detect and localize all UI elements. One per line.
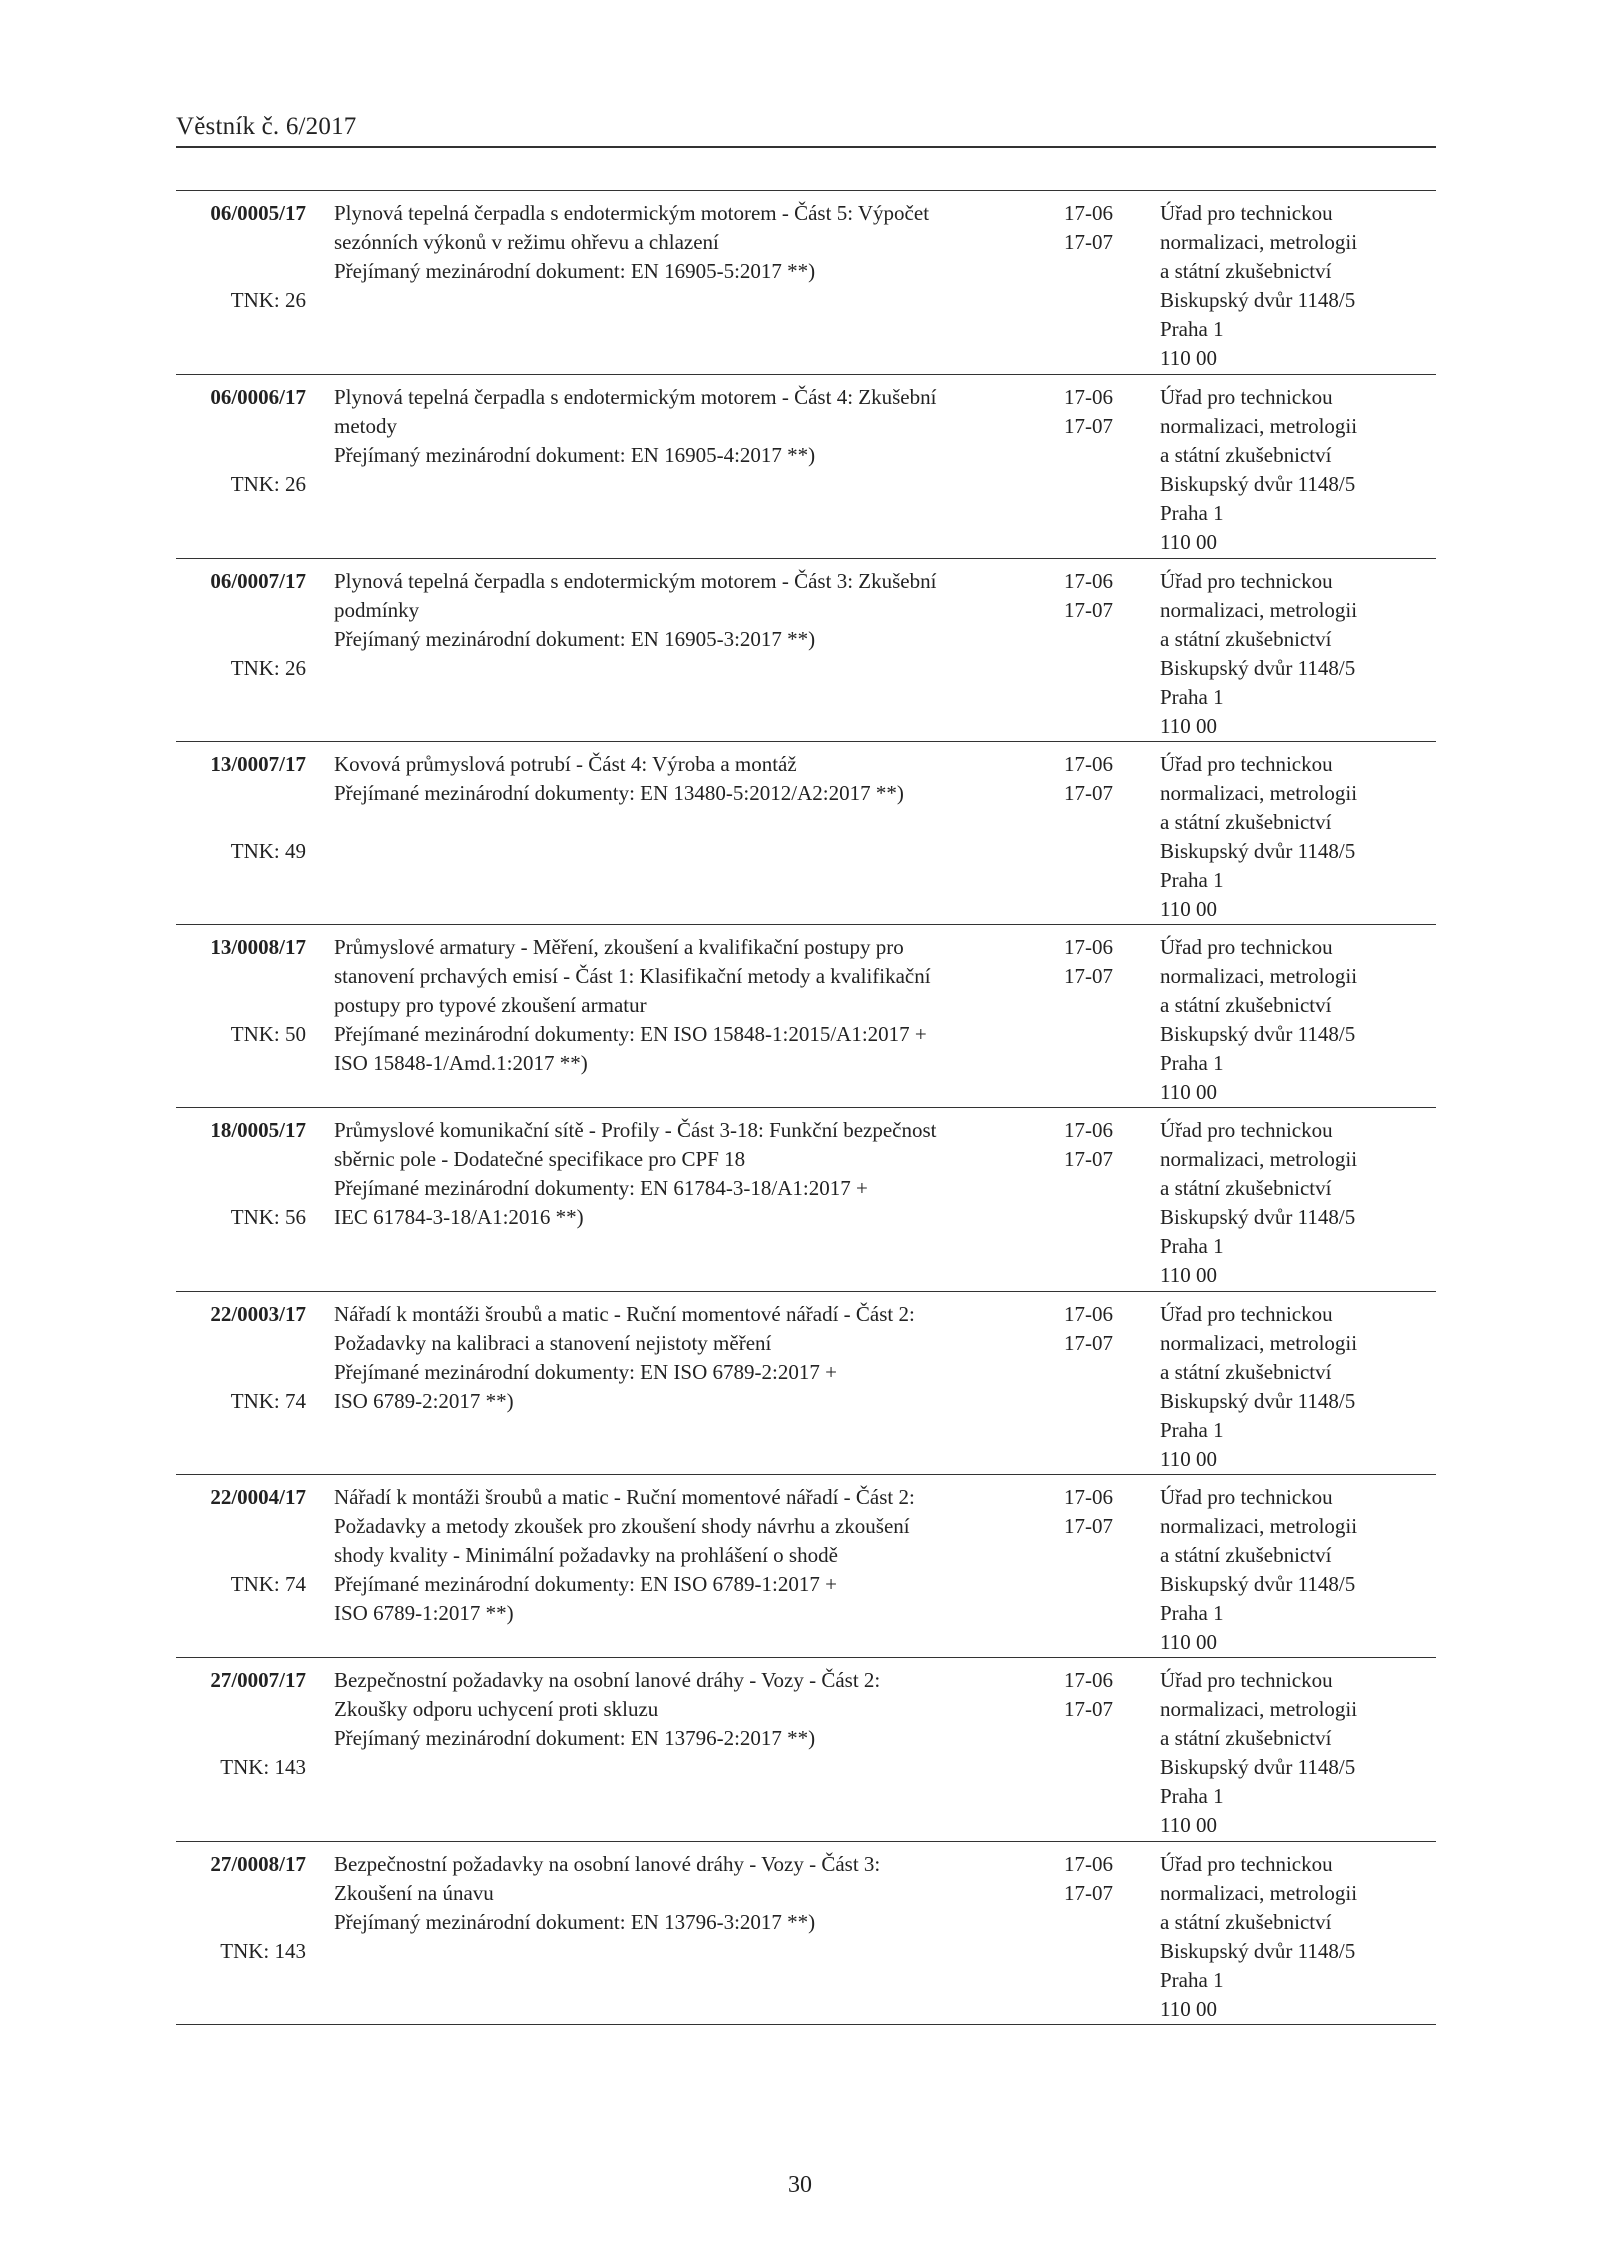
document-id-cell bbox=[176, 1850, 306, 1963]
tnk-label: TNK: 143 bbox=[220, 1755, 306, 1780]
address-line: a státní zkušebnictví bbox=[1160, 1359, 1332, 1384]
organization-address-cell bbox=[1160, 199, 1450, 373]
address-line: Biskupský dvůr 1148/5 bbox=[1160, 1205, 1356, 1230]
title-line: Zkoušky odporu uchycení proti skluzu bbox=[334, 1697, 659, 1722]
address-line: Biskupský dvůr 1148/5 bbox=[1160, 1572, 1356, 1597]
title-line: Přejímaný mezinárodní dokument: EN 16905-4:2017 **) bbox=[334, 443, 816, 468]
address-line: Praha 1 bbox=[1160, 1784, 1224, 1809]
title-line: Přejímané mezinárodní dokumenty: EN ISO 6789-1:2017 + bbox=[334, 1572, 837, 1597]
address-line: a státní zkušebnictví bbox=[1160, 1726, 1332, 1751]
address-line: Úřad pro technickou bbox=[1160, 1118, 1333, 1143]
title-line: shody kvality - Minimální požadavky na prohlášení o shodě bbox=[334, 1543, 838, 1568]
date-value: 17-07 bbox=[1064, 1514, 1113, 1539]
standards-table bbox=[176, 190, 1436, 2025]
address-line: Biskupský dvůr 1148/5 bbox=[1160, 472, 1356, 497]
dates-cell bbox=[1064, 1300, 1154, 1358]
address-line: Biskupský dvůr 1148/5 bbox=[1160, 655, 1356, 680]
title-line: Nářadí k montáži šroubů a matic - Ruční momentové nářadí - Část 2: bbox=[334, 1301, 915, 1326]
document-id-cell bbox=[176, 933, 306, 1047]
address-line: a státní zkušebnictví bbox=[1160, 993, 1332, 1018]
address-line: 110 00 bbox=[1160, 1446, 1217, 1471]
address-line: Úřad pro technickou bbox=[1160, 201, 1333, 225]
document-number: 06/0005/17 bbox=[210, 201, 306, 225]
document-number: 27/0008/17 bbox=[210, 1851, 306, 1876]
title-line: Přejímaný mezinárodní dokument: EN 16905-3:2017 **) bbox=[334, 626, 816, 651]
organization-address-cell bbox=[1160, 567, 1450, 741]
address-line: Biskupský dvůr 1148/5 bbox=[1160, 1755, 1356, 1780]
title-line: ISO 6789-1:2017 **) bbox=[334, 1601, 514, 1626]
tnk-label: TNK: 50 bbox=[230, 1022, 306, 1047]
address-line: Praha 1 bbox=[1160, 501, 1224, 526]
date-value: 17-06 bbox=[1064, 751, 1113, 776]
document-number: 27/0007/17 bbox=[210, 1668, 306, 1693]
address-line: 110 00 bbox=[1160, 896, 1217, 921]
address-line: 110 00 bbox=[1160, 1996, 1217, 2021]
address-line: normalizaci, metrologii bbox=[1160, 780, 1358, 805]
address-line: 110 00 bbox=[1160, 1630, 1217, 1655]
address-line: Biskupský dvůr 1148/5 bbox=[1160, 288, 1356, 312]
title-line: Průmyslové armatury - Měření, zkoušení a kvalifikační postupy pro bbox=[334, 935, 904, 960]
date-value: 17-07 bbox=[1064, 597, 1113, 622]
organization-address-cell bbox=[1160, 750, 1450, 924]
tnk-label: TNK: 26 bbox=[230, 288, 306, 312]
document-id-cell bbox=[176, 567, 306, 680]
title-line: Průmyslové komunikační sítě - Profily - Část 3-18: Funkční bezpečnost bbox=[334, 1118, 937, 1143]
header-divider bbox=[176, 146, 1436, 148]
dates-cell bbox=[1064, 383, 1154, 441]
address-line: Biskupský dvůr 1148/5 bbox=[1160, 1388, 1356, 1413]
title-line: Plynová tepelná čerpadla s endotermickým motorem - Část 4: Zkušební bbox=[334, 385, 937, 410]
date-value: 17-06 bbox=[1064, 1851, 1113, 1876]
address-line: Úřad pro technickou bbox=[1160, 568, 1333, 593]
address-line: Biskupský dvůr 1148/5 bbox=[1160, 838, 1356, 863]
title-line: metody bbox=[334, 414, 397, 439]
date-value: 17-06 bbox=[1064, 1485, 1113, 1510]
address-line: normalizaci, metrologii bbox=[1160, 964, 1358, 989]
date-value: 17-06 bbox=[1064, 1301, 1113, 1326]
document-number: 06/0006/17 bbox=[210, 385, 306, 410]
address-line: 110 00 bbox=[1160, 346, 1217, 370]
address-line: a státní zkušebnictví bbox=[1160, 1909, 1332, 1934]
date-value: 17-06 bbox=[1064, 1118, 1113, 1143]
address-line: Biskupský dvůr 1148/5 bbox=[1160, 1938, 1356, 1963]
date-value: 17-06 bbox=[1064, 568, 1113, 593]
address-line: normalizaci, metrologii bbox=[1160, 230, 1358, 254]
title-line: Požadavky a metody zkoušek pro zkoušení shody návrhu a zkoušení bbox=[334, 1514, 910, 1539]
table-row bbox=[176, 1657, 1436, 1840]
date-value: 17-06 bbox=[1064, 1668, 1113, 1693]
address-line: Biskupský dvůr 1148/5 bbox=[1160, 1022, 1356, 1047]
title-line: ISO 6789-2:2017 **) bbox=[334, 1388, 514, 1413]
table-row bbox=[176, 741, 1436, 924]
table-row bbox=[176, 1291, 1436, 1474]
address-line: a státní zkušebnictví bbox=[1160, 1543, 1332, 1568]
dates-cell bbox=[1064, 1666, 1154, 1724]
title-line: Plynová tepelná čerpadla s endotermickým motorem - Část 5: Výpočet bbox=[334, 201, 930, 225]
address-line: normalizaci, metrologii bbox=[1160, 1147, 1358, 1172]
tnk-label: TNK: 56 bbox=[230, 1205, 306, 1230]
address-line: Praha 1 bbox=[1160, 1601, 1224, 1626]
document-number: 13/0008/17 bbox=[210, 935, 306, 960]
document-number: 22/0003/17 bbox=[210, 1301, 306, 1326]
title-line: stanovení prchavých emisí - Část 1: Klasifikační metody a kvalifikační bbox=[334, 964, 931, 989]
table-row bbox=[176, 1474, 1436, 1657]
dates-cell bbox=[1064, 750, 1154, 808]
tnk-label: TNK: 26 bbox=[230, 472, 306, 497]
tnk-label: TNK: 74 bbox=[230, 1388, 306, 1413]
organization-address-cell bbox=[1160, 383, 1450, 557]
page-header-title: Věstník č. 6/2017 bbox=[176, 113, 357, 140]
address-line: Úřad pro technickou bbox=[1160, 1485, 1333, 1510]
dates-cell bbox=[1064, 567, 1154, 625]
address-line: 110 00 bbox=[1160, 1080, 1217, 1105]
title-line: Zkoušení na únavu bbox=[334, 1880, 494, 1905]
date-value: 17-07 bbox=[1064, 414, 1113, 439]
organization-address-cell bbox=[1160, 1300, 1450, 1474]
page-number: 30 bbox=[788, 2172, 812, 2198]
document-id-cell bbox=[176, 1483, 306, 1597]
title-line: Nářadí k montáži šroubů a matic - Ruční momentové nářadí - Část 2: bbox=[334, 1485, 915, 1510]
address-line: 110 00 bbox=[1160, 713, 1217, 738]
address-line: Úřad pro technickou bbox=[1160, 1851, 1333, 1876]
date-value: 17-07 bbox=[1064, 1880, 1113, 1905]
address-line: 110 00 bbox=[1160, 1813, 1217, 1838]
tnk-label: TNK: 143 bbox=[220, 1938, 306, 1963]
document-number: 06/0007/17 bbox=[210, 568, 306, 593]
dates-cell bbox=[1064, 199, 1154, 257]
document-id-cell bbox=[176, 1666, 306, 1780]
address-line: Úřad pro technickou bbox=[1160, 935, 1333, 960]
table-row bbox=[176, 374, 1436, 557]
dates-cell bbox=[1064, 1850, 1154, 1908]
title-line: Přejímaný mezinárodní dokument: EN 16905-5:2017 **) bbox=[334, 259, 816, 283]
address-line: normalizaci, metrologii bbox=[1160, 1697, 1358, 1722]
title-line: IEC 61784-3-18/A1:2016 **) bbox=[334, 1205, 584, 1230]
dates-cell bbox=[1064, 1483, 1154, 1541]
title-line: Přejímané mezinárodní dokumenty: EN ISO 15848-1:2015/A1:2017 + bbox=[334, 1022, 927, 1047]
address-line: a státní zkušebnictví bbox=[1160, 443, 1332, 468]
title-line: postupy pro typové zkoušení armatur bbox=[334, 993, 647, 1018]
address-line: a státní zkušebnictví bbox=[1160, 1176, 1332, 1201]
organization-address-cell bbox=[1160, 1850, 1450, 2024]
address-line: 110 00 bbox=[1160, 1263, 1217, 1288]
date-value: 17-07 bbox=[1064, 1330, 1113, 1355]
dates-cell bbox=[1064, 933, 1154, 991]
date-value: 17-07 bbox=[1064, 964, 1113, 989]
address-line: Praha 1 bbox=[1160, 1234, 1224, 1259]
address-line: Praha 1 bbox=[1160, 684, 1224, 709]
title-line: Bezpečnostní požadavky na osobní lanové dráhy - Vozy - Část 3: bbox=[334, 1851, 881, 1876]
title-line: Přejímaný mezinárodní dokument: EN 13796-2:2017 **) bbox=[334, 1726, 816, 1751]
title-line: Přejímané mezinárodní dokumenty: EN 61784-3-18/A1:2017 + bbox=[334, 1176, 868, 1201]
date-value: 17-06 bbox=[1064, 385, 1113, 410]
organization-address-cell bbox=[1160, 1666, 1450, 1840]
title-line: Bezpečnostní požadavky na osobní lanové dráhy - Vozy - Část 2: bbox=[334, 1668, 881, 1693]
date-value: 17-07 bbox=[1064, 1697, 1113, 1722]
document-number: 18/0005/17 bbox=[210, 1118, 306, 1143]
tnk-label: TNK: 49 bbox=[230, 838, 306, 863]
address-line: Úřad pro technickou bbox=[1160, 1668, 1333, 1693]
date-value: 17-07 bbox=[1064, 230, 1113, 254]
address-line: Úřad pro technickou bbox=[1160, 385, 1333, 410]
organization-address-cell bbox=[1160, 1483, 1450, 1657]
address-line: normalizaci, metrologii bbox=[1160, 1514, 1358, 1539]
title-line: Přejímaný mezinárodní dokument: EN 13796-3:2017 **) bbox=[334, 1909, 816, 1934]
address-line: Praha 1 bbox=[1160, 317, 1224, 341]
address-line: Úřad pro technickou bbox=[1160, 1301, 1333, 1326]
title-line: sezónních výkonů v režimu ohřevu a chlazení bbox=[334, 230, 719, 254]
table-row bbox=[176, 924, 1436, 1107]
tnk-label: TNK: 26 bbox=[230, 655, 306, 680]
address-line: Praha 1 bbox=[1160, 1051, 1224, 1076]
title-line: sběrnic pole - Dodatečné specifikace pro CPF 18 bbox=[334, 1147, 746, 1172]
address-line: normalizaci, metrologii bbox=[1160, 1880, 1358, 1905]
table-row bbox=[176, 558, 1436, 741]
document-id-cell bbox=[176, 1116, 306, 1230]
address-line: normalizaci, metrologii bbox=[1160, 414, 1358, 439]
address-line: normalizaci, metrologii bbox=[1160, 597, 1358, 622]
title-line: Plynová tepelná čerpadla s endotermickým motorem - Část 3: Zkušební bbox=[334, 568, 937, 593]
address-line: a státní zkušebnictví bbox=[1160, 626, 1332, 651]
organization-address-cell bbox=[1160, 933, 1450, 1107]
address-line: Praha 1 bbox=[1160, 1417, 1224, 1442]
address-line: Praha 1 bbox=[1160, 1967, 1224, 1992]
title-line: Přejímané mezinárodní dokumenty: EN 13480-5:2012/A2:2017 **) bbox=[334, 780, 904, 805]
table-row bbox=[176, 1841, 1436, 2024]
document-id-cell bbox=[176, 199, 306, 312]
document-id-cell bbox=[176, 750, 306, 863]
address-line: normalizaci, metrologii bbox=[1160, 1330, 1358, 1355]
tnk-label: TNK: 74 bbox=[230, 1572, 306, 1597]
date-value: 17-06 bbox=[1064, 201, 1113, 225]
title-line: Kovová průmyslová potrubí - Část 4: Výroba a montáž bbox=[334, 751, 797, 776]
title-line: Požadavky na kalibraci a stanovení nejistoty měření bbox=[334, 1330, 772, 1355]
title-line: podmínky bbox=[334, 597, 420, 622]
address-line: a státní zkušebnictví bbox=[1160, 809, 1332, 834]
date-value: 17-07 bbox=[1064, 780, 1113, 805]
document-id-cell bbox=[176, 1300, 306, 1413]
organization-address-cell bbox=[1160, 1116, 1450, 1290]
title-line: Přejímané mezinárodní dokumenty: EN ISO 6789-2:2017 + bbox=[334, 1359, 837, 1384]
document-number: 22/0004/17 bbox=[210, 1485, 306, 1510]
date-value: 17-07 bbox=[1064, 1147, 1113, 1172]
document-number: 13/0007/17 bbox=[210, 751, 306, 776]
address-line: Úřad pro technickou bbox=[1160, 751, 1333, 776]
dates-cell bbox=[1064, 1116, 1154, 1174]
title-line: ISO 15848-1/Amd.1:2017 **) bbox=[334, 1051, 588, 1076]
table-row bbox=[176, 191, 1436, 374]
document-id-cell bbox=[176, 383, 306, 497]
address-line: 110 00 bbox=[1160, 530, 1217, 555]
address-line: Praha 1 bbox=[1160, 867, 1224, 892]
address-line: a státní zkušebnictví bbox=[1160, 259, 1332, 283]
date-value: 17-06 bbox=[1064, 935, 1113, 960]
table-row bbox=[176, 1107, 1436, 1290]
